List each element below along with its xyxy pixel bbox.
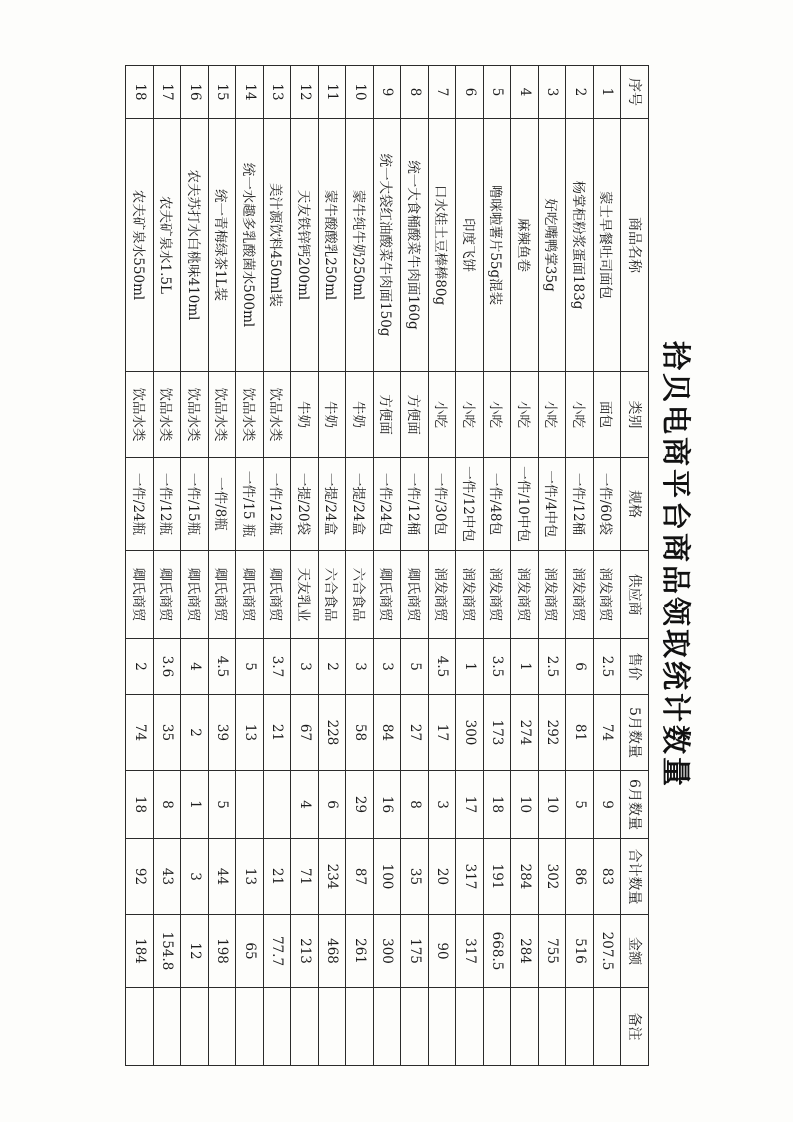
col-price-cell: 3 xyxy=(291,639,319,695)
col-product-name-cell: 统一青梅绿茶1L装 xyxy=(209,119,237,372)
col-supplier-cell: 卿氏商贸 xyxy=(209,551,237,639)
col-june-qty-cell: 17 xyxy=(456,771,484,839)
col-product-name-cell: 统一水趣多乳酸菌水500ml xyxy=(236,119,264,372)
header-col-category: 类别 xyxy=(621,372,649,458)
col-spec-cell: 一件/48包 xyxy=(484,458,512,551)
col-total-qty-cell: 43 xyxy=(154,839,182,915)
col-may-qty-cell: 81 xyxy=(566,695,594,771)
col-amount-cell: 90 xyxy=(429,915,457,988)
col-index-cell: 3 xyxy=(539,66,567,119)
table-row xyxy=(264,66,292,1066)
header-row xyxy=(621,66,649,1066)
col-remarks-cell xyxy=(566,988,594,1066)
col-category-cell: 小吃 xyxy=(511,372,539,458)
col-supplier-cell: 天友乳业 xyxy=(291,551,319,639)
col-category-cell: 牛奶 xyxy=(291,372,319,458)
col-amount-cell: 65 xyxy=(236,915,264,988)
col-product-name-cell: 统一大食桶酸菜牛肉面160g xyxy=(401,119,429,372)
col-index-cell: 10 xyxy=(346,66,374,119)
col-remarks-cell xyxy=(594,988,622,1066)
table-row xyxy=(154,66,182,1066)
col-may-qty-cell: 13 xyxy=(236,695,264,771)
col-amount-cell: 154.8 xyxy=(154,915,182,988)
col-price-cell: 6 xyxy=(566,639,594,695)
col-index-cell: 7 xyxy=(429,66,457,119)
col-remarks-cell xyxy=(264,988,292,1066)
header-col-amount: 金额 xyxy=(621,915,649,988)
header-col-total-qty: 合计数量 xyxy=(621,839,649,915)
col-amount-cell: 468 xyxy=(319,915,347,988)
col-may-qty-cell: 274 xyxy=(511,695,539,771)
col-may-qty-cell: 74 xyxy=(594,695,622,771)
col-spec-cell: 一件/4中包 xyxy=(539,458,567,551)
col-june-qty-cell: 18 xyxy=(126,771,154,839)
rotated-document xyxy=(122,65,712,1065)
col-remarks-cell xyxy=(539,988,567,1066)
col-category-cell: 小吃 xyxy=(456,372,484,458)
col-june-qty-cell: 3 xyxy=(429,771,457,839)
col-supplier-cell: 卿氏商贸 xyxy=(126,551,154,639)
col-amount-cell: 516 xyxy=(566,915,594,988)
col-may-qty-cell: 21 xyxy=(264,695,292,771)
col-product-name-cell: 噜咪啦薯片55g混装 xyxy=(484,119,512,372)
col-product-name-cell: 口水娃土豆棒棒80g xyxy=(429,119,457,372)
col-total-qty-cell: 284 xyxy=(511,839,539,915)
col-total-qty-cell: 83 xyxy=(594,839,622,915)
table-row xyxy=(566,66,594,1066)
col-june-qty-cell xyxy=(236,771,264,839)
col-remarks-cell xyxy=(154,988,182,1066)
table-row xyxy=(319,66,347,1066)
col-category-cell: 饮品水类 xyxy=(236,372,264,458)
col-index-cell: 9 xyxy=(374,66,402,119)
col-category-cell: 牛奶 xyxy=(319,372,347,458)
col-supplier-cell: 卿氏商贸 xyxy=(236,551,264,639)
col-index-cell: 12 xyxy=(291,66,319,119)
col-june-qty-cell: 6 xyxy=(319,771,347,839)
col-remarks-cell xyxy=(291,988,319,1066)
col-may-qty-cell: 17 xyxy=(429,695,457,771)
col-index-cell: 11 xyxy=(319,66,347,119)
col-index-cell: 14 xyxy=(236,66,264,119)
col-price-cell: 2 xyxy=(319,639,347,695)
table-body xyxy=(126,66,621,1066)
table-row xyxy=(429,66,457,1066)
col-remarks-cell xyxy=(126,988,154,1066)
col-product-name-cell: 蒙牛酸酸乳250ml xyxy=(319,119,347,372)
col-category-cell: 面包 xyxy=(594,372,622,458)
col-amount-cell: 755 xyxy=(539,915,567,988)
col-amount-cell: 198 xyxy=(209,915,237,988)
col-may-qty-cell: 74 xyxy=(126,695,154,771)
table-row xyxy=(236,66,264,1066)
col-category-cell: 小吃 xyxy=(539,372,567,458)
col-spec-cell: 一件/12桶 xyxy=(401,458,429,551)
col-index-cell: 6 xyxy=(456,66,484,119)
col-total-qty-cell: 20 xyxy=(429,839,457,915)
col-remarks-cell xyxy=(511,988,539,1066)
col-may-qty-cell: 39 xyxy=(209,695,237,771)
col-spec-cell: 一件/10中包 xyxy=(511,458,539,551)
col-product-name-cell: 天友铁锌钙200ml xyxy=(291,119,319,372)
col-category-cell: 小吃 xyxy=(429,372,457,458)
col-supplier-cell: 润发商贸 xyxy=(484,551,512,639)
col-total-qty-cell: 13 xyxy=(236,839,264,915)
col-category-cell: 饮品水类 xyxy=(264,372,292,458)
col-product-name-cell: 蒙士早餐吐司面包 xyxy=(594,119,622,372)
table-row xyxy=(346,66,374,1066)
col-index-cell: 4 xyxy=(511,66,539,119)
col-price-cell: 4.5 xyxy=(209,639,237,695)
table-row xyxy=(374,66,402,1066)
col-june-qty-cell xyxy=(264,771,292,839)
col-spec-cell: 一件/12瓶 xyxy=(154,458,182,551)
col-may-qty-cell: 173 xyxy=(484,695,512,771)
col-total-qty-cell: 3 xyxy=(181,839,209,915)
col-amount-cell: 668.5 xyxy=(484,915,512,988)
col-may-qty-cell: 84 xyxy=(374,695,402,771)
header-col-spec: 规格 xyxy=(621,458,649,551)
table-row xyxy=(401,66,429,1066)
table-row xyxy=(594,66,622,1066)
col-total-qty-cell: 71 xyxy=(291,839,319,915)
col-price-cell: 5 xyxy=(401,639,429,695)
col-amount-cell: 175 xyxy=(401,915,429,988)
col-price-cell: 3.6 xyxy=(154,639,182,695)
col-amount-cell: 317 xyxy=(456,915,484,988)
col-total-qty-cell: 191 xyxy=(484,839,512,915)
col-category-cell: 饮品水类 xyxy=(154,372,182,458)
header-col-supplier: 供应商 xyxy=(621,551,649,639)
col-category-cell: 小吃 xyxy=(484,372,512,458)
col-amount-cell: 207.5 xyxy=(594,915,622,988)
table-row xyxy=(456,66,484,1066)
col-total-qty-cell: 234 xyxy=(319,839,347,915)
col-index-cell: 17 xyxy=(154,66,182,119)
col-june-qty-cell: 10 xyxy=(539,771,567,839)
col-total-qty-cell: 35 xyxy=(401,839,429,915)
col-total-qty-cell: 44 xyxy=(209,839,237,915)
table-row xyxy=(209,66,237,1066)
col-price-cell: 1 xyxy=(456,639,484,695)
col-remarks-cell xyxy=(319,988,347,1066)
col-spec-cell: 一件/24包 xyxy=(374,458,402,551)
col-price-cell: 1 xyxy=(511,639,539,695)
col-june-qty-cell: 5 xyxy=(566,771,594,839)
col-supplier-cell: 润发商贸 xyxy=(429,551,457,639)
table-row xyxy=(511,66,539,1066)
col-category-cell: 牛奶 xyxy=(346,372,374,458)
header-col-may-qty: 5月数量 xyxy=(621,695,649,771)
col-amount-cell: 12 xyxy=(181,915,209,988)
col-price-cell: 3 xyxy=(346,639,374,695)
col-remarks-cell xyxy=(484,988,512,1066)
header-col-remarks: 备注 xyxy=(621,988,649,1066)
col-june-qty-cell: 8 xyxy=(401,771,429,839)
col-index-cell: 16 xyxy=(181,66,209,119)
col-may-qty-cell: 228 xyxy=(319,695,347,771)
col-price-cell: 3.5 xyxy=(484,639,512,695)
col-total-qty-cell: 302 xyxy=(539,839,567,915)
col-spec-cell: 一件/60袋 xyxy=(594,458,622,551)
col-june-qty-cell: 5 xyxy=(209,771,237,839)
col-remarks-cell xyxy=(374,988,402,1066)
col-may-qty-cell: 292 xyxy=(539,695,567,771)
header-col-june-qty: 6月数量 xyxy=(621,771,649,839)
col-supplier-cell: 卿氏商贸 xyxy=(401,551,429,639)
col-remarks-cell xyxy=(456,988,484,1066)
col-index-cell: 18 xyxy=(126,66,154,119)
col-spec-cell: 一件/12瓶 xyxy=(264,458,292,551)
col-price-cell: 3 xyxy=(374,639,402,695)
table-row xyxy=(181,66,209,1066)
col-spec-cell: 一件/30包 xyxy=(429,458,457,551)
col-june-qty-cell: 4 xyxy=(291,771,319,839)
col-product-name-cell: 统一大袋红油酸菜牛肉面150g xyxy=(374,119,402,372)
col-index-cell: 1 xyxy=(594,66,622,119)
col-remarks-cell xyxy=(346,988,374,1066)
col-supplier-cell: 润发商贸 xyxy=(566,551,594,639)
col-may-qty-cell: 300 xyxy=(456,695,484,771)
col-spec-cell: 一件/12中包 xyxy=(456,458,484,551)
col-june-qty-cell: 1 xyxy=(181,771,209,839)
col-spec-cell: 一提/24盒 xyxy=(346,458,374,551)
col-supplier-cell: 润发商贸 xyxy=(594,551,622,639)
col-product-name-cell: 麻辣鱼卷 xyxy=(511,119,539,372)
table-row xyxy=(126,66,154,1066)
col-total-qty-cell: 86 xyxy=(566,839,594,915)
col-remarks-cell xyxy=(209,988,237,1066)
col-june-qty-cell: 29 xyxy=(346,771,374,839)
header-col-product-name: 商品名称 xyxy=(621,119,649,372)
col-amount-cell: 300 xyxy=(374,915,402,988)
col-total-qty-cell: 92 xyxy=(126,839,154,915)
col-product-name-cell: 美汁源饮料450ml装 xyxy=(264,119,292,372)
col-remarks-cell xyxy=(181,988,209,1066)
col-remarks-cell xyxy=(429,988,457,1066)
table-row xyxy=(539,66,567,1066)
col-price-cell: 4 xyxy=(181,639,209,695)
col-amount-cell: 184 xyxy=(126,915,154,988)
col-spec-cell: 一件/12桶 xyxy=(566,458,594,551)
table-row xyxy=(291,66,319,1066)
col-product-name-cell: 农夫苏打水白桃味410ml xyxy=(181,119,209,372)
col-may-qty-cell: 58 xyxy=(346,695,374,771)
col-remarks-cell xyxy=(401,988,429,1066)
col-total-qty-cell: 21 xyxy=(264,839,292,915)
col-index-cell: 8 xyxy=(401,66,429,119)
col-product-name-cell: 好吃嘴鸭掌35g xyxy=(539,119,567,372)
col-spec-cell: 一件/8瓶 xyxy=(209,458,237,551)
col-amount-cell: 261 xyxy=(346,915,374,988)
col-index-cell: 13 xyxy=(264,66,292,119)
header-col-price: 售价 xyxy=(621,639,649,695)
col-category-cell: 方便面 xyxy=(401,372,429,458)
col-category-cell: 方便面 xyxy=(374,372,402,458)
col-index-cell: 5 xyxy=(484,66,512,119)
col-category-cell: 饮品水类 xyxy=(209,372,237,458)
col-total-qty-cell: 87 xyxy=(346,839,374,915)
col-price-cell: 2.5 xyxy=(594,639,622,695)
col-june-qty-cell: 9 xyxy=(594,771,622,839)
col-spec-cell: 一提/24盒 xyxy=(319,458,347,551)
document-title: 拾贝电商平台商品领取统计数量 xyxy=(659,340,693,789)
col-supplier-cell: 润发商贸 xyxy=(539,551,567,639)
col-supplier-cell: 卿氏商贸 xyxy=(374,551,402,639)
col-amount-cell: 284 xyxy=(511,915,539,988)
col-supplier-cell: 润发商贸 xyxy=(511,551,539,639)
col-may-qty-cell: 67 xyxy=(291,695,319,771)
col-price-cell: 2 xyxy=(126,639,154,695)
col-total-qty-cell: 317 xyxy=(456,839,484,915)
col-category-cell: 小吃 xyxy=(566,372,594,458)
col-spec-cell: 一件/15 瓶 xyxy=(236,458,264,551)
col-spec-cell: 一提/20袋 xyxy=(291,458,319,551)
table-row xyxy=(484,66,512,1066)
col-category-cell: 饮品水类 xyxy=(126,372,154,458)
col-supplier-cell: 卿氏商贸 xyxy=(154,551,182,639)
col-total-qty-cell: 100 xyxy=(374,839,402,915)
col-june-qty-cell: 10 xyxy=(511,771,539,839)
col-amount-cell: 213 xyxy=(291,915,319,988)
col-june-qty-cell: 8 xyxy=(154,771,182,839)
col-june-qty-cell: 18 xyxy=(484,771,512,839)
col-product-name-cell: 杨掌柜粉浆蛋面183g xyxy=(566,119,594,372)
col-may-qty-cell: 27 xyxy=(401,695,429,771)
col-june-qty-cell: 16 xyxy=(374,771,402,839)
col-product-name-cell: 农夫矿泉水550ml xyxy=(126,119,154,372)
col-spec-cell: 一件/24瓶 xyxy=(126,458,154,551)
col-supplier-cell: 六合食品 xyxy=(319,551,347,639)
col-supplier-cell: 卿氏商贸 xyxy=(181,551,209,639)
col-price-cell: 2.5 xyxy=(539,639,567,695)
col-product-name-cell: 农夫矿泉水1.5L xyxy=(154,119,182,372)
col-supplier-cell: 润发商贸 xyxy=(456,551,484,639)
col-product-name-cell: 蒙牛纯牛奶250ml xyxy=(346,119,374,372)
col-category-cell: 饮品水类 xyxy=(181,372,209,458)
col-product-name-cell: 印度飞饼 xyxy=(456,119,484,372)
col-supplier-cell: 六合食品 xyxy=(346,551,374,639)
col-may-qty-cell: 2 xyxy=(181,695,209,771)
col-price-cell: 4.5 xyxy=(429,639,457,695)
statistics-table xyxy=(126,65,650,1066)
col-price-cell: 3.7 xyxy=(264,639,292,695)
col-may-qty-cell: 35 xyxy=(154,695,182,771)
col-spec-cell: 一件/15瓶 xyxy=(181,458,209,551)
col-price-cell: 5 xyxy=(236,639,264,695)
col-index-cell: 15 xyxy=(209,66,237,119)
header-col-index: 序号 xyxy=(621,66,649,119)
col-index-cell: 2 xyxy=(566,66,594,119)
col-supplier-cell: 卿氏商贸 xyxy=(264,551,292,639)
col-remarks-cell xyxy=(236,988,264,1066)
col-amount-cell: 77.7 xyxy=(264,915,292,988)
